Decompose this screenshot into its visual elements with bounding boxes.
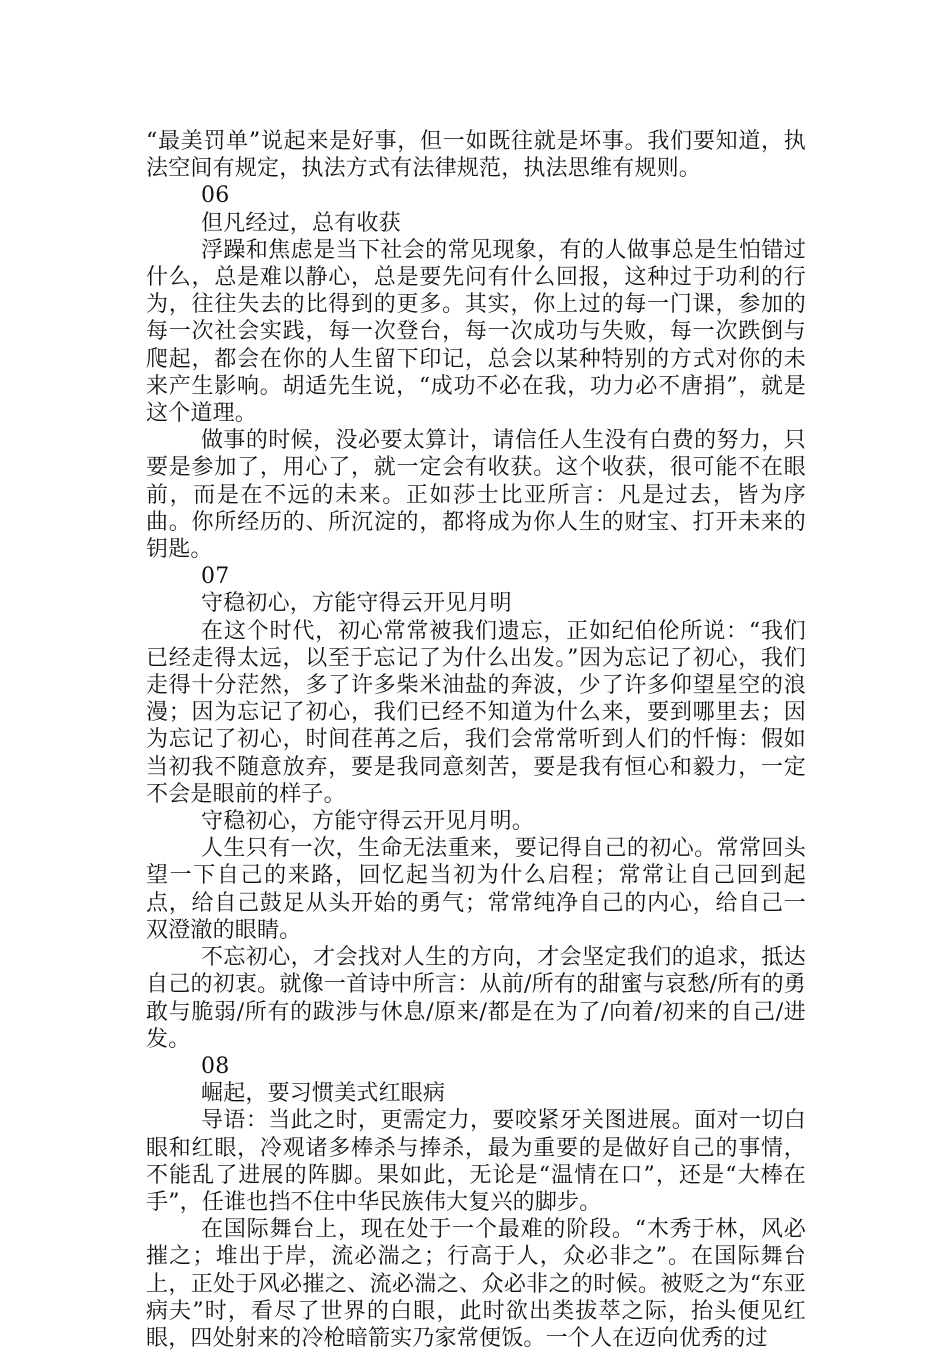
paragraph-short: 守稳初心，方能守得云开见月明。 xyxy=(201,809,535,835)
section-heading: 崛起，要习惯美式红眼病 xyxy=(201,1081,446,1107)
paragraph: 在国际舞台上，现在处于一个最难的阶段。“木秀于林，风必摧之；堆出于岸，流必湍之；行高于人，众必非之”。在国际舞台上，正处于风必摧之、流必湍之、众必非之的时候。被贬之为“东亚病夫”时，看尽了世界的白眼，此时欲出类拔萃之际，抬头便见红眼，四处射来的冷枪暗箭实乃家常便饭。一个人在迈向优秀的过 xyxy=(146,1217,806,1351)
section-number: 07 xyxy=(201,564,230,590)
paragraph: 浮躁和焦虑是当下社会的常见现象，有的人做事总是生怕错过什么，总是难以静心，总是要先问有什么回报，这种过于功利的行为，往往失去的比得到的更多。其实，你上过的每一门课，参加的每一次社会实践，每一次登台，每一次成功与失败，每一次跌倒与爬起，都会在你的人生留下印记，总会以某种特别的方式对你的未来产生影响。胡适先生说，“成功不必在我，功力必不唐捐”，就是这个道理。 xyxy=(146,237,806,427)
section-heading: 守稳初心，方能守得云开见月明 xyxy=(201,591,512,617)
paragraph: 人生只有一次，生命无法重来，要记得自己的初心。常常回头望一下自己的来路，回忆起当初为什么启程；常常让自己回到起点，给自己鼓足从头开始的勇气；常常纯净自己的内心，给自己一双澄澈的眼睛。 xyxy=(146,836,806,943)
section-number: 08 xyxy=(201,1053,230,1079)
document-body xyxy=(146,128,806,1352)
paragraph: “最美罚单”说起来是好事，但一如既往就是坏事。我们要知道，执法空间有规定，执法方式有法律规范，执法思维有规则。 xyxy=(146,129,806,182)
paragraph: 在这个时代，初心常常被我们遗忘，正如纪伯伦所说：“我们已经走得太远，以至于忘记了为什么出发。”因为忘记了初心，我们走得十分茫然，多了许多柴米油盐的奔波，少了许多仰望星空的浪漫；因为忘记了初心，我们已经不知道为什么来，要到哪里去；因为忘记了初心，时间荏苒之后，我们会常常听到人们的忏悔：假如当初我不随意放弃，要是我同意刻苦，要是我有恒心和毅力，一定不会是眼前的样子。 xyxy=(146,618,806,807)
paragraph: 做事的时候，没必要太算计，请信任人生没有白费的努力，只要是参加了，用心了，就一定会有收获。这个收获，很可能不在眼前，而是在不远的未来。正如莎士比亚所言：凡是过去，皆为序曲。你所经历的、所沉淀的，都将成为你人生的财宝、打开未来的钥匙。 xyxy=(146,428,806,563)
section-heading: 但凡经过，总有收获 xyxy=(201,210,401,236)
paragraph: 不忘初心，才会找对人生的方向，才会坚定我们的追求，抵达自己的初衷。就像一首诗中所言：从前/所有的甜蜜与哀愁/所有的勇敢与脆弱/所有的跋涉与休息/原来/都是在为了/向着/初来的自己/进发。 xyxy=(146,945,806,1052)
section-number: 06 xyxy=(201,183,230,209)
paragraph: 导语：当此之时，更需定力，要咬紧牙关图进展。面对一切白眼和红眼，冷观诸多棒杀与捧杀，最为重要的是做好自己的事情，不能乱了进展的阵脚。果如此，无论是“温情在口”，还是“大棒在手”，任谁也挡不住中华民族伟大复兴的脚步。 xyxy=(146,1108,806,1215)
